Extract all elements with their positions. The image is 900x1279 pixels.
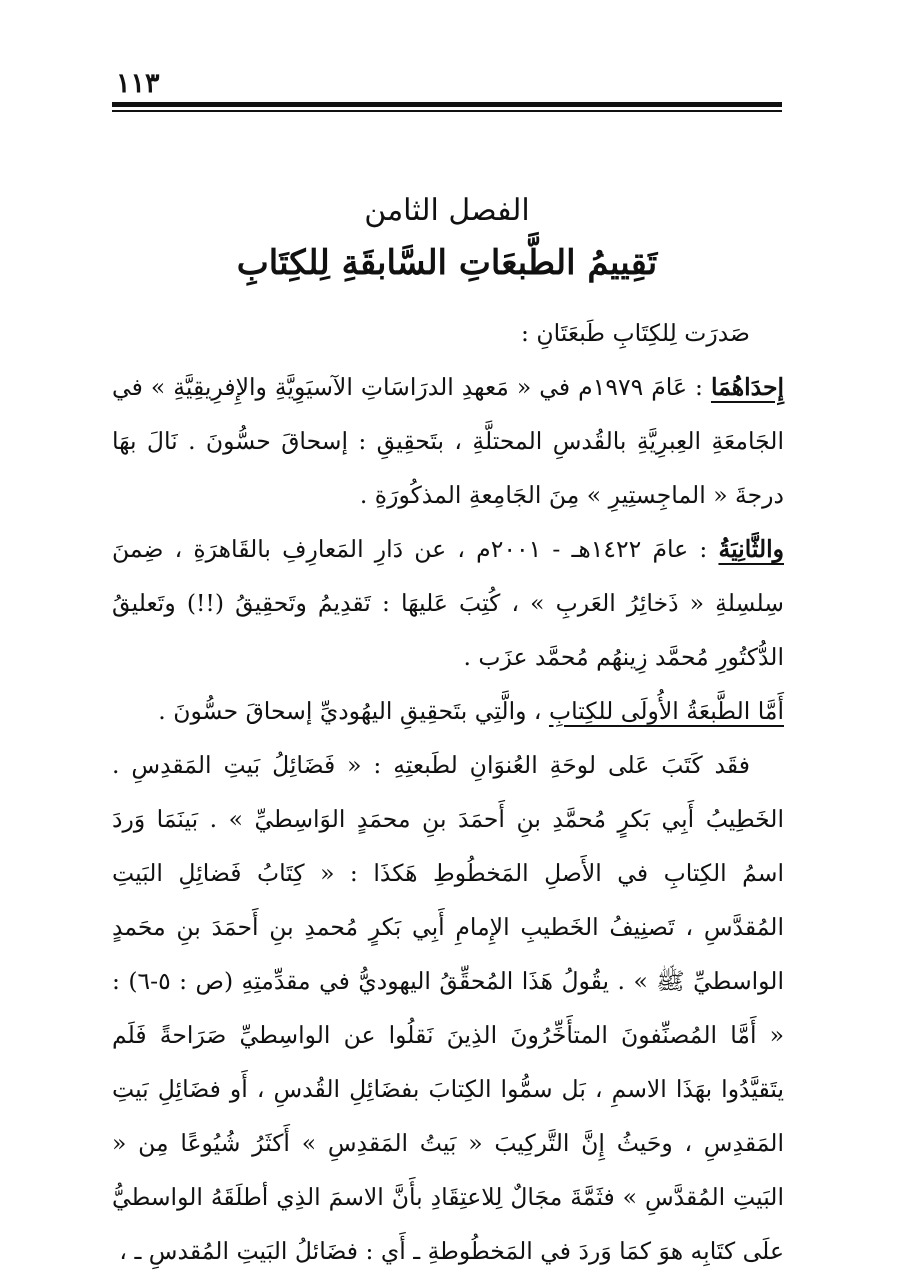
paragraph-first-edition-critique [112,684,784,738]
header-rule-thick [112,102,782,107]
paragraph-second-edition [112,522,784,684]
chapter-title: تَقِييمُ الطَّبعَاتِ السَّابقَةِ لِلكِتَابِ [236,243,658,283]
page-number: ١١٣ [116,68,160,99]
body-text [112,306,784,1278]
second-edition-text: : عامَ ١٤٢٢هـ - ٢٠٠١م ، عن دَارِ المَعارِفِ بالقَاهرَةِ ، ضِمنَ سِلسِلةِ « ذَخائِرُ العَربِ » ، كُتِبَ عَليهَا : تَقدِيمُ وتَحقِيقُ (!!) وتَعليقُ الدُّكتُورِ مُحمَّد زِينهُم مُحمَّد عزَب . [112,535,784,671]
second-edition-label: والثَّانِيَةُ [718,535,784,563]
paragraph-intro: صَدرَت لِلكِتَابِ طَبعَتَانِ : [520,319,750,347]
chapter-label: الفصل الثامن [364,193,530,228]
first-edition-heading: أَمَّا الطَّبعَةُ الأُولَى للكِتابِ [549,697,784,725]
first-edition-heading-text: ، والَّتِي بتَحقِيقِ اليهُوديِّ إسحاقَ حسُّونَ . [158,697,549,725]
paragraph-first-edition [112,360,784,522]
first-edition-text: : عَامَ ١٩٧٩م في « مَعهدِ الدرَاسَاتِ الآسيَوِيَّةِ والإِفرِيقِيَّةِ » في الجَامعَةِ العِبرِيَّةِ بالقُدسِ المحتلَّةِ ، بتَحقِيقِ : إسحاقَ حسُّونَ . نَالَ بهَا درجةَ « الماجِستِيرِ » مِنَ الجَامِعةِ المذكُورَةِ . [112,373,784,509]
first-edition-label: إِحدَاهُمَا [710,373,785,401]
header-rule-thin [112,110,782,112]
paragraph-title-discussion: فقَد كَتَبَ عَلى لوحَةِ العُنوَانِ لطَبعتِهِ : « فَضَائِلُ بَيتِ المَقدِسِ . الخَطِيبُ أَبِي بَكرٍ مُحمَّدِ بنِ أَحمَدَ بنِ محمَدٍ الوَاسِطيِّ » . بَينَمَا وَردَ اسمُ الكِتابِ في الأَصلِ المَخطُوطِ هَكذَا : « كِتَابُ فَضائِلِ البَيتِ المُقدَّسِ ، تَصنِيفُ الخَطيبِ الإِمامِ أَبِي بَكرٍ مُحمدِ بنِ أَحمَدَ بنِ محَمدٍ الواسطيِّ ﷺ » . يقُولُ هَذَا المُحقِّقُ اليهوديُّ في مقدِّمتِهِ (ص : ٥-٦) : « أَمَّا المُصنِّفونَ المتأَخِّرُونَ الذِينَ نَقلُوا عن الواسِطيِّ صَرَاحةً فَلَم يتَقيَّدُوا بهَذَا الاسمِ ، بَل سمُّوا الكِتابَ بفضَائِلِ القُدسِ ، أَو فضَائِلِ بَيتِ المَقدِسِ ، وحَيثُ إِنَّ التَّركِيبَ « بَيتُ المَقدِسِ » أَكثَرُ شُيُوعًا مِن « البَيتِ المُقدَّسِ » فثَمَّةَ مجَالٌ لِلاعتِقَادِ بأَنَّ الاسمَ الذِي أطلَقَهُ الواسطيُّ علَى كتَابِه هوَ كمَا وَردَ في المَخطُوطةِ ـ أَي : فضَائلُ البَيتِ المُقدسِ ـ ، [112,751,784,1265]
